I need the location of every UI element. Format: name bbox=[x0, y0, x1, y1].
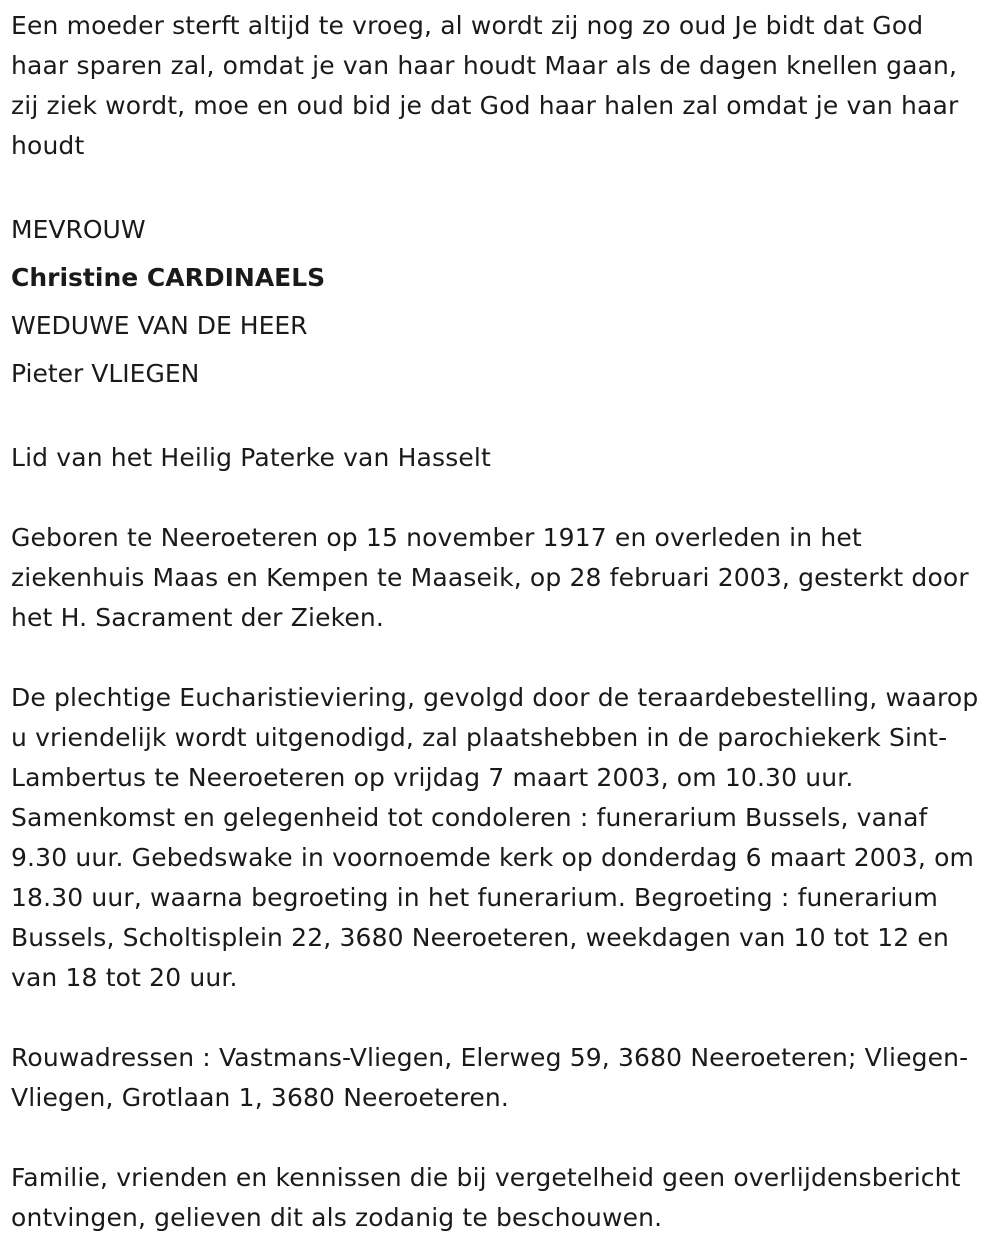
poem-text: Een moeder sterft altijd te vroeg, al wordt zij nog zo oud Je bidt dat God haar sparen zal, omdat je van haar houdt Maar als de dagen knellen gaan, zij ziek wordt, moe en oud bid je dat God haar halen zal omdat je van haar houdt bbox=[11, 11, 959, 160]
spacer bbox=[11, 638, 986, 678]
birth-death-text: Geboren te Neeroeteren op 15 november 1917 en overleden in het ziekenhuis Maas en Kempen te Maaseik, op 28 februari 2003, gesterkt door het H. Sacrament der Zieken. bbox=[11, 523, 969, 632]
ceremony-text: De plechtige Eucharistieviering, gevolgd door de teraardebestelling, waarop u vriendelijk wordt uitgenodigd, zal plaatshebben in de parochiekerk Sint-Lambertus te Neeroeteren op vrijdag 7 maart 2003, om 10.30 uur. Samenkomst en gelegenheid tot condoleren : funerarium Bussels, vanaf 9.30 uur. Gebedswake in voornoemde kerk op donderdag 6 maart 2003, om 18.30 uur, waarna begroeting in het funerarium. Begroeting : funerarium Bussels, Scholtisplein 22, 3680 Neeroeteren, weekdagen van 10 tot 12 en van 18 tot 20 uur. bbox=[11, 683, 979, 992]
salutation: MEVROUW bbox=[11, 215, 146, 244]
deceased-heading bbox=[11, 206, 986, 398]
addresses-text: Rouwadressen : Vastmans-Vliegen, Elerweg 59, 3680 Neeroeteren; Vliegen-Vliegen, Grotlaan 1, 3680 Neeroeteren. bbox=[11, 1043, 969, 1112]
spouse-name: Pieter VLIEGEN bbox=[11, 359, 200, 388]
spacer bbox=[11, 1118, 986, 1158]
spacer bbox=[11, 166, 986, 206]
spacer bbox=[11, 398, 986, 438]
closing-text: Familie, vrienden en kennissen die bij vergetelheid geen overlijdensbericht ontvingen, gelieven dit als zodanig te beschouwen. bbox=[11, 1163, 961, 1232]
spacer bbox=[11, 478, 986, 518]
relation-text: WEDUWE VAN DE HEER bbox=[11, 311, 308, 340]
deceased-name: Christine CARDINAELS bbox=[11, 263, 326, 292]
membership-text: Lid van het Heilig Paterke van Hasselt bbox=[11, 443, 491, 472]
spacer bbox=[11, 998, 986, 1038]
